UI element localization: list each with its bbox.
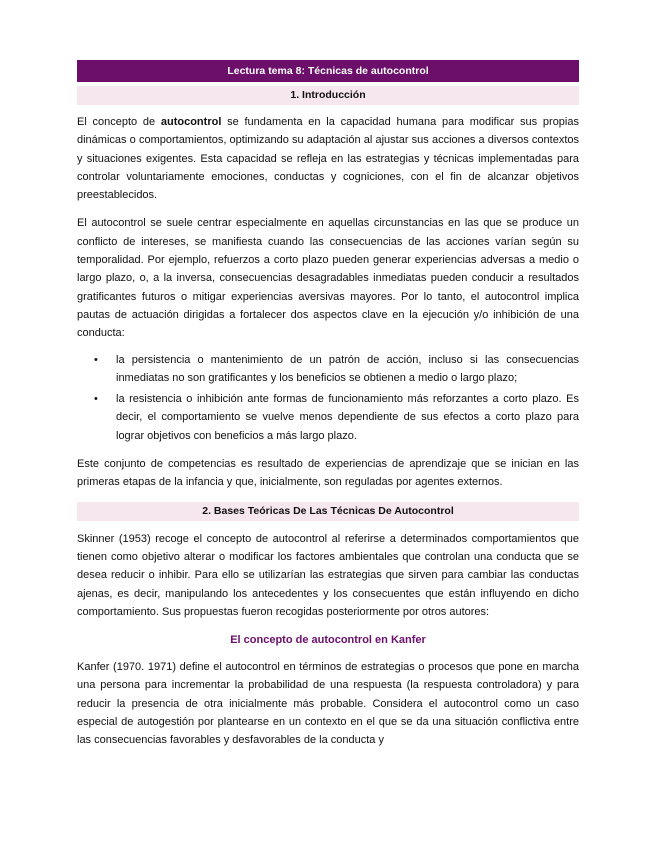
- section-heading-bases-teoricas: 2. Bases Teóricas De Las Técnicas De Autocontrol: [77, 502, 579, 521]
- section-heading-introduccion: 1. Introducción: [77, 86, 579, 105]
- intro-paragraph-1: [77, 113, 579, 204]
- key-aspects-list: [77, 351, 579, 445]
- intro-paragraph-1-rest: se fundamenta en la capacidad humana para modificar sus propias dinámicas o comportamientos, optimizando su adaptación al ajustar sus acciones a diversos contextos y situaciones exigentes. Esta capacidad se refleja en las estrategias y técnicas implementadas para controlar voluntariamente emociones, conductas y cogniciones, con el fin de alcanzar objetivos preestablecidos.: [77, 116, 579, 202]
- document-title-bar: Lectura tema 8: Técnicas de autocontrol: [77, 60, 579, 82]
- document-content: [77, 60, 579, 750]
- kanfer-paragraph: Kanfer (1970. 1971) define el autocontrol en términos de estrategias o procesos que pone en marcha una persona para incrementar la probabilidad de una respuesta (la respuesta controladora) y para reducir la presencia de otra inicialmente más probable. Considera el autocontrol como un caso especial de autogestión por plantearse en un contexto en el que se da una situación conflictiva entre las consecuencias favorables y desfavorables de la conducta y: [77, 661, 579, 747]
- list-item-text: la resistencia o inhibición ante formas de funcionamiento más reforzantes a corto plazo. Es decir, el comportamiento se vuelve menos dependiente de sus efectos a corto plazo para lograr objetivos con beneficios a más largo plazo.: [116, 393, 579, 442]
- intro-paragraph-2: El autocontrol se suele centrar especialmente en aquellas circunstancias en las que se produce un conflicto de intereses, se manifiesta cuando las consecuencias de las acciones varían según su temporalidad. Por ejemplo, refuerzos a corto plazo pueden generar experiencias adversas a medio o largo plazo, o, a la inversa, consecuencias desagradables inmediatas pueden conducir a resultados gratificantes futuros o mitigar experiencias aversivas mayores. Por lo tanto, el autocontrol implica pautas de actuación dirigidas a fortalecer dos aspectos clave en la ejecución y/o inhibición de una conducta:: [77, 217, 579, 340]
- list-item: [77, 390, 579, 445]
- intro-paragraph-1-lead: El concepto de: [77, 116, 161, 128]
- intro-paragraph-3: Este conjunto de competencias es resultado de experiencias de aprendizaje que se inician en las primeras etapas de la infancia y que, inicialmente, son reguladas por agentes externos.: [77, 458, 579, 489]
- list-item-text: la persistencia o mantenimiento de un patrón de acción, incluso si las consecuencias inmediatas no son gratificantes y los beneficios se obtienen a medio o largo plazo;: [116, 353, 579, 384]
- autocontrol-bold-term: autocontrol: [160, 116, 222, 128]
- bullet-icon: •: [94, 353, 98, 366]
- bullet-icon: •: [94, 393, 98, 406]
- kanfer-subheading: El concepto de autocontrol en Kanfer: [230, 634, 426, 647]
- list-item: [77, 351, 579, 388]
- skinner-paragraph: Skinner (1953) recoge el concepto de autocontrol al referirse a determinados comportamientos que tienen como objetivo alterar o modificar los factores ambientales que controlan una conducta que se desea reducir o inhibir. Para ello se utilizarían las estrategias que sirven para cambiar las conductas ajenas, es decir, manipulando los antecedentes y los consecuentes que están influyendo en dicho comportamiento. Sus propuestas fueron recogidas posteriormente por otros autores:: [77, 532, 579, 618]
